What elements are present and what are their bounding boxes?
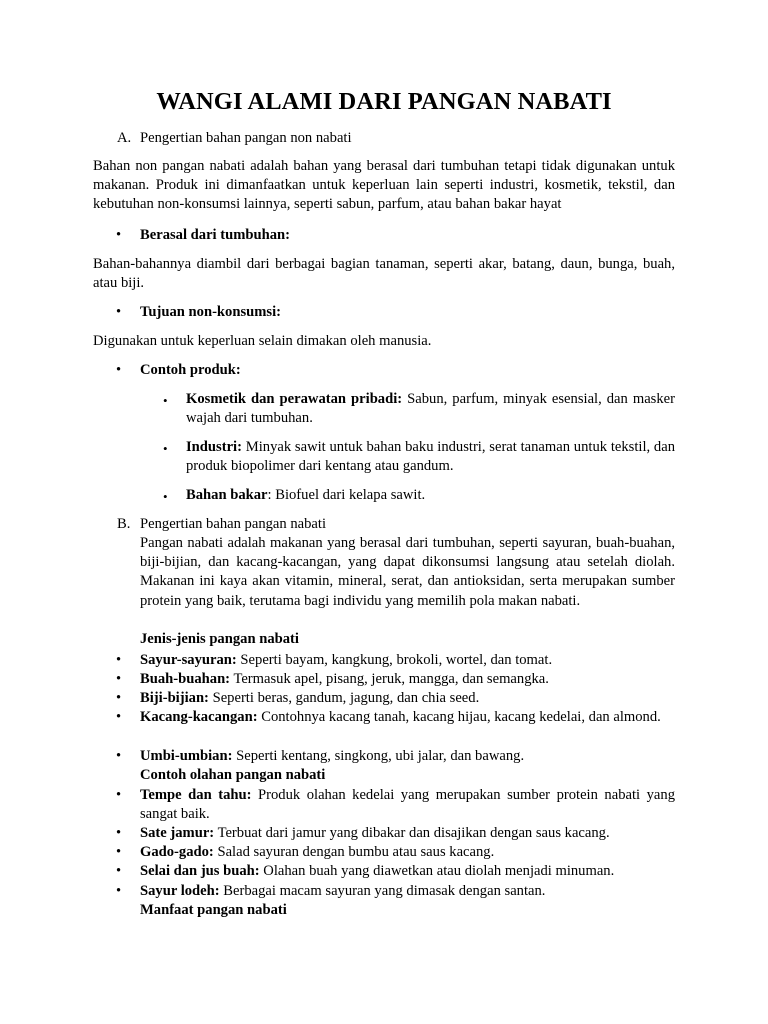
section-a-marker: A. (117, 130, 132, 146)
section-a-intro: Bahan non pangan nabati adalah bahan yang berasal dari tumbuhan tetapi tidak digunakan untuk makanan. Produk ini dimanfaatkan untuk keperluan lain seperti industri, kosmetik, tekstil, dan kebutuhan non-konsumsi lainnya, seperti sabun, parfum, atau bahan bakar hayat (93, 158, 675, 213)
sub-bullet-icon: • (163, 441, 168, 456)
section-b-heading: Pengertian bahan pangan nabati (140, 516, 326, 532)
example-tempe: Tempe dan tahu: Produk olahan kedelai yang merupakan sumber protein nabati yang sangat baik. (140, 787, 675, 823)
type-kacang: Kacang-kacangan: Contohnya kacang tanah, kacang hijau, kacang kedelai, dan almond. (140, 709, 661, 725)
bullet-icon: • (116, 652, 122, 668)
bullet-icon: • (116, 844, 122, 860)
point-berasal-text: Bahan-bahannya diambil dari berbagai bagian tanaman, seperti akar, batang, daun, bunga, buah, atau biji. (93, 256, 675, 292)
section-a-heading: Pengertian bahan pangan non nabati (140, 130, 352, 146)
bullet-icon: • (116, 709, 122, 725)
point-contoh-label: Contoh produk: (140, 362, 241, 378)
bullet-icon: • (116, 863, 122, 879)
sub-bullet-icon: • (163, 393, 168, 408)
type-biji: Biji-bijian: Seperti beras, gandum, jagung, dan chia seed. (140, 690, 480, 706)
example-gado: Gado-gado: Salad sayuran dengan bumbu atau saus kacang. (140, 844, 495, 860)
sub-bullet-icon: • (163, 489, 168, 504)
subitem-bahan-bakar: Bahan bakar: Biofuel dari kelapa sawit. (186, 487, 426, 503)
bullet-icon: • (116, 671, 122, 687)
page-title: WANGI ALAMI DARI PANGAN NABATI (156, 88, 612, 115)
examples-heading: Contoh olahan pangan nabati (140, 767, 326, 783)
example-sate: Sate jamur: Terbuat dari jamur yang dibakar dan disajikan dengan saus kacang. (140, 825, 610, 841)
bullet-icon: • (116, 787, 122, 803)
bullet-icon: • (116, 304, 122, 320)
example-selai: Selai dan jus buah: Olahan buah yang diawetkan atau diolah menjadi minuman. (140, 863, 615, 879)
bullet-icon: • (116, 883, 122, 899)
bullet-icon: • (116, 825, 122, 841)
section-b-intro: Pangan nabati adalah makanan yang berasal dari tumbuhan, seperti sayuran, buah-buahan, biji-bijian, dan kacang-kacangan, yang dapat dikonsumsi langsung atau setelah diolah. Makanan ini kaya akan vitamin, mineral, serat, dan antioksidan, serta merupakan sumber protein yang baik, terutama bagi individu yang memilih pola makan nabati. (140, 535, 676, 609)
subitem-kosmetik: Kosmetik dan perawatan pribadi: Sabun, parfum, minyak esensial, dan masker wajah dari tumbuhan. (186, 391, 675, 427)
point-berasal-label: Berasal dari tumbuhan: (140, 227, 291, 243)
benefits-heading: Manfaat pangan nabati (140, 902, 287, 918)
section-b-marker: B. (117, 516, 131, 532)
point-tujuan-text: Digunakan untuk keperluan selain dimakan oleh manusia. (93, 333, 432, 349)
bullet-icon: • (116, 227, 122, 243)
bullet-icon: • (116, 362, 122, 378)
type-buah: Buah-buahan: Termasuk apel, pisang, jeruk, mangga, dan semangka. (140, 671, 549, 687)
type-sayur: Sayur-sayuran: Seperti bayam, kangkung, brokoli, wortel, dan tomat. (140, 652, 553, 668)
point-tujuan-label: Tujuan non-konsumsi: (140, 304, 282, 320)
type-umbi: Umbi-umbian: Seperti kentang, singkong, ubi jalar, dan bawang. (140, 748, 525, 764)
bullet-icon: • (116, 748, 122, 764)
example-lodeh: Sayur lodeh: Berbagai macam sayuran yang dimasak dengan santan. (140, 883, 546, 899)
subitem-industri: Industri: Minyak sawit untuk bahan baku industri, serat tanaman untuk tekstil, dan produk biopolimer dari kentang atau gandum. (186, 439, 675, 475)
bullet-icon: • (116, 690, 122, 706)
types-heading: Jenis-jenis pangan nabati (140, 631, 299, 647)
